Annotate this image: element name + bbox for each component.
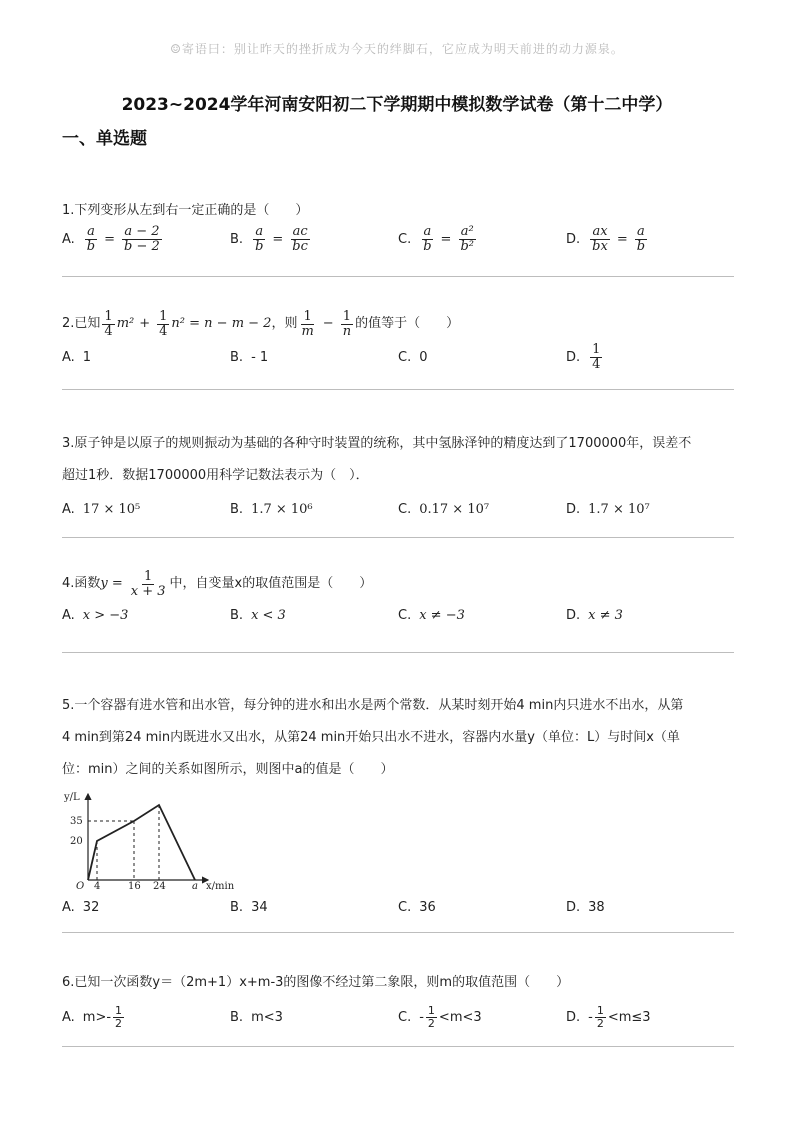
fraction: $\frac{a}{b}$	[636, 223, 646, 254]
question-5	[62, 690, 734, 924]
option-a[interactable]: A. x > −3	[62, 607, 129, 623]
x-tick-label: 24	[153, 881, 166, 890]
water-volume-graph	[62, 790, 252, 890]
option-c[interactable]: C. $\frac{a}{b}$ = $\frac{\text{a²}}{\text{b²}}$	[398, 223, 474, 254]
option-a[interactable]: A. 32	[62, 899, 100, 915]
fraction: $\frac{ax}{bx}$	[592, 223, 608, 254]
option-d[interactable]: D. x ≠ 3	[566, 607, 623, 623]
x-tick-label: a	[192, 881, 198, 890]
option-d-label: D.	[566, 231, 581, 247]
x-tick-label: 16	[128, 881, 141, 890]
question-2	[62, 310, 734, 374]
question-5-stem: 5.一个容器有进水管和出水管，每分钟的进水和出水是两个常数．从某时刻开始4 min内只进水不出水，从第 4 min到第24 min内既进水又出水，从第24 min开始只出水不进水，容器内水量y（单位：L）与时间x（单 位：min）之间的关系如图所示，则图中a的值是（ ）	[62, 698, 684, 777]
option-c[interactable]: C. 0.17 × 10⁷	[398, 501, 490, 517]
option-b[interactable]: B. x < 3	[230, 607, 286, 623]
option-c[interactable]: C. 36	[398, 899, 436, 915]
question-4	[62, 570, 734, 632]
y-axis-label: y/L	[64, 792, 80, 803]
question-6-stem: 6.已知一次函数y＝（2m+1）x+m-3的图像不经过第二象限，则m的取值范围（ ）	[62, 975, 570, 990]
fraction: $\frac{1}{2}$	[115, 1003, 123, 1030]
question-2-options	[62, 340, 734, 374]
option-a[interactable]: A. 17 × 10⁵	[62, 501, 141, 517]
x-axis-label: x/min	[206, 881, 235, 890]
question-1-stem: 1.下列变形从左到右一定正确的是（ ）	[62, 203, 309, 218]
option-d[interactable]: D. 1.7 × 10⁷	[566, 501, 650, 517]
option-d[interactable]: D. $\frac{ax}{bx}$ = $\frac{a}{b}$	[566, 223, 646, 254]
question-3-stem: 3.原子钟是以原子的规则振动为基础的各种守时装置的统称，其中氢脉泽钟的精度达到了1700000年，误差不 超过1秒．数据1700000用科学记数法表示为（ ）．	[62, 436, 692, 483]
option-d[interactable]: D. 38	[566, 899, 605, 915]
question-6	[62, 972, 734, 1034]
fraction: $\frac{1}{2}$	[427, 1003, 435, 1030]
fraction: $\frac{a - 2}{b - 2}$	[124, 223, 160, 254]
divider	[62, 932, 734, 933]
divider	[62, 389, 734, 390]
question-3-options	[62, 492, 734, 526]
divider	[62, 1046, 734, 1047]
motto-watermark: ☺寄语曰：别让昨天的挫折成为今天的绊脚石，它应成为明天前进的动力源泉。	[170, 42, 624, 56]
option-c-label: C.	[398, 231, 412, 247]
option-d[interactable]: D. $\frac{1}{4}$	[566, 342, 601, 372]
x-tick-label: 4	[94, 881, 101, 890]
question-4-stem: 4.函数 y = $\frac{1}{x + 3}$ 中，自变量x的取值范围是（ ）	[62, 569, 373, 599]
option-c[interactable]: C. 0	[398, 349, 428, 365]
option-d[interactable]: D. - $\frac{1}{2}$ <m≤3	[566, 1003, 651, 1030]
y-tick-label: 20	[70, 836, 83, 847]
fraction: $\frac{1}{4}$	[104, 309, 113, 339]
section-heading: 一、单选题	[62, 129, 147, 149]
option-b-label: B.	[230, 231, 244, 247]
question-1-options	[62, 222, 734, 256]
option-a[interactable]: A. 1	[62, 349, 92, 365]
volume-line	[88, 805, 195, 880]
question-3	[62, 428, 734, 526]
question-6-options	[62, 1000, 734, 1034]
fraction: $\frac{a}{b}$	[423, 223, 432, 254]
question-2-stem: 2.已知 $\frac{1}{4}$ m² + $\frac{1}{4}$ n² = n − m − 2 ，则 $\frac{1}{m}$ − $\frac{1}{n}$ 的值等于（ ）	[62, 309, 460, 339]
fraction: $\frac{\text{a²}}{\text{b²}}$	[460, 223, 474, 254]
option-c[interactable]: C. - $\frac{1}{2}$ <m<3	[398, 1003, 482, 1030]
fraction: $\frac{ac}{bc}$	[292, 223, 308, 254]
divider	[62, 276, 734, 277]
question-4-options	[62, 598, 734, 632]
option-b[interactable]: B. 34	[230, 899, 268, 915]
fraction: $\frac{1}{4}$	[592, 342, 601, 372]
y-tick-label: 35	[70, 816, 83, 827]
option-b[interactable]: B. $\frac{a}{b}$ = $\frac{ac}{bc}$	[230, 223, 308, 254]
fraction: $\frac{1}{2}$	[596, 1003, 604, 1030]
option-a-label: A.	[62, 231, 75, 247]
divider	[62, 652, 734, 653]
fraction: $\frac{1}{n}$	[342, 309, 352, 339]
page-title: 2023~2024学年河南安阳初二下学期期中模拟数学试卷（第十二中学）	[121, 95, 673, 115]
question-5-options	[62, 890, 734, 924]
fraction: $\frac{a}{b}$	[255, 223, 264, 254]
option-b[interactable]: B. - 1	[230, 349, 269, 365]
fraction: $\frac{1}{4}$	[159, 309, 168, 339]
option-a[interactable]: A. $\frac{a}{b}$ = $\frac{a - 2}{b - 2}$	[62, 223, 160, 254]
question-1	[62, 200, 734, 256]
fraction: $\frac{1}{x + 3}$	[130, 569, 166, 599]
fraction: $\frac{a}{b}$	[86, 223, 96, 254]
divider	[62, 537, 734, 538]
fraction: $\frac{1}{m}$	[301, 309, 314, 339]
option-c[interactable]: C. x ≠ −3	[398, 607, 465, 623]
option-a[interactable]: A. m>- $\frac{1}{2}$	[62, 1003, 123, 1030]
origin-label: O	[76, 881, 85, 890]
option-b[interactable]: B. 1.7 × 10⁶	[230, 501, 313, 517]
option-b[interactable]: B. m<3	[230, 1009, 283, 1025]
